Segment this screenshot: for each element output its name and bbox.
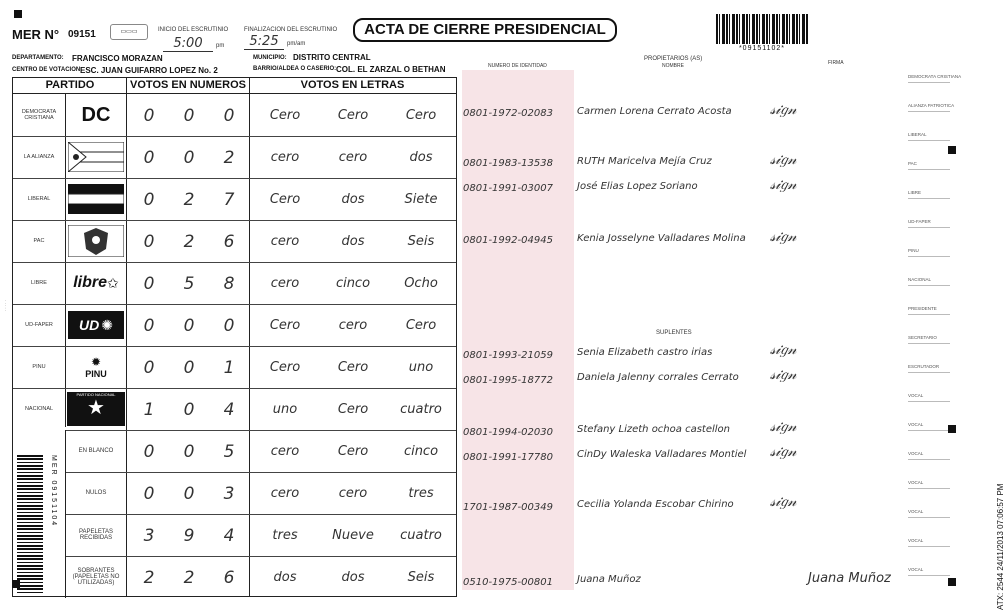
- vote-word: Cero: [405, 108, 437, 123]
- vote-word: Cero: [269, 108, 301, 123]
- member-name: Kenia Josselyne Valladares Molina: [577, 233, 746, 244]
- libre-logo-text: libre: [73, 274, 108, 291]
- vote-digit: 0: [143, 148, 155, 168]
- role-label: PRESIDENTE: [908, 306, 937, 311]
- signature-icon: 𝓈𝒾𝑔𝓃: [770, 340, 797, 358]
- role-label: SECRETARIO: [908, 335, 937, 340]
- role-label: ESCRUTADOR: [908, 364, 940, 369]
- role-label: DEMOCRATA CRISTIANA: [908, 74, 962, 79]
- total-name: SOBRANTES (PAPELETAS NO UTILIZADAS): [72, 568, 120, 586]
- role-label: PINU: [908, 248, 919, 253]
- vote-digit: 0: [143, 442, 155, 462]
- centro-label: CENTRO DE VOTACION:: [12, 67, 83, 73]
- vote-digit: 0: [183, 442, 195, 462]
- vote-word: Cero: [337, 402, 369, 417]
- nacional-logo-text: PARTIDO NACIONAL: [76, 392, 116, 397]
- identidad-label: NUMERO DE IDENTIDAD: [488, 63, 547, 69]
- identity-number: 0801-1972-02083: [463, 108, 553, 119]
- party-name: LIBERAL: [27, 196, 51, 202]
- party-row: [13, 346, 456, 388]
- total-name: EN BLANCO: [78, 448, 114, 454]
- vote-word: Ocho: [404, 276, 438, 291]
- party-row: [13, 220, 456, 262]
- vote-digit: 1: [223, 358, 235, 378]
- vote-digit: 2: [223, 148, 235, 168]
- star-icon: ★: [87, 397, 105, 419]
- vote-word: cuatro: [400, 528, 442, 543]
- header-votos-letras: VOTOS EN LETRAS: [249, 78, 456, 94]
- signature-icon: 𝓈𝒾𝑔𝓃: [770, 417, 797, 435]
- role-label: VOCAL: [908, 509, 924, 514]
- party-name: PINU: [32, 364, 46, 370]
- vote-word: Cero: [269, 318, 301, 333]
- party-row: [13, 304, 456, 346]
- identity-number: 0510-1975-00801: [463, 577, 553, 588]
- total-row: [13, 430, 456, 472]
- departamento-label: DEPARTAMENTO:: [12, 55, 64, 61]
- party-emblem-icon: ▭▭▭: [110, 24, 148, 40]
- inicio-value: 5:00: [163, 36, 213, 52]
- role-label: PAC: [908, 161, 917, 166]
- vote-digit: 4: [223, 400, 235, 420]
- vote-word: cero: [338, 150, 368, 165]
- role-label: NACIONAL: [908, 277, 932, 282]
- pac-shield-icon: [68, 225, 124, 257]
- vote-digit: 5: [223, 442, 235, 462]
- vote-digit: 8: [223, 274, 235, 294]
- signature-icon: 𝓈𝒾𝑔𝓃: [770, 492, 797, 510]
- vote-digit: 3: [223, 484, 235, 504]
- vote-digit: 0: [143, 316, 155, 336]
- party-name: DEMOCRATA CRISTIANA: [21, 109, 57, 121]
- vote-word: dos: [409, 150, 433, 165]
- member-name: Carmen Lorena Cerrato Acosta: [577, 106, 732, 117]
- registration-mark: [14, 10, 22, 18]
- identity-number: 0801-1992-04945: [463, 235, 553, 246]
- vote-word: Cero: [337, 444, 369, 459]
- vote-word: cero: [338, 486, 368, 501]
- side-barcode: [17, 455, 61, 595]
- total-name: NULOS: [85, 490, 107, 496]
- propietarios-label: PROPIETARIOS (AS): [644, 56, 703, 62]
- vote-digit: 5: [183, 274, 195, 294]
- vote-digit: 1: [143, 400, 155, 420]
- side-small-text: · · · · ·: [3, 300, 8, 312]
- finalizacion-value: 5:25: [244, 34, 284, 50]
- vote-word: Cero: [269, 360, 301, 375]
- identity-number: 0801-1991-17780: [463, 452, 553, 463]
- member-name: Cecilia Yolanda Escobar Chirino: [577, 499, 734, 510]
- vote-word: Siete: [404, 192, 438, 207]
- vote-digit: 0: [183, 484, 195, 504]
- inicio-ampm: pm: [216, 43, 225, 49]
- document-title: ACTA DE CIERRE PRESIDENCIAL: [353, 18, 617, 42]
- signature-icon: 𝓈𝒾𝑔𝓃: [770, 442, 797, 460]
- party-name: NACIONAL: [24, 406, 54, 412]
- vote-digit: 0: [143, 484, 155, 504]
- member-name: RUTH Maricelva Mejía Cruz: [577, 156, 712, 167]
- votes-table: [12, 77, 457, 597]
- party-name: UD-FAPER: [25, 322, 53, 328]
- vote-word: cero: [270, 486, 300, 501]
- vote-digit: 0: [183, 148, 195, 168]
- vote-digit: 0: [143, 106, 155, 126]
- total-row: [13, 556, 456, 598]
- total-name: PAPELETAS RECIBIDAS: [78, 529, 114, 541]
- registration-mark: [948, 425, 956, 433]
- mer-label: MER N°: [12, 27, 60, 42]
- vote-word: cero: [338, 318, 368, 333]
- vote-word: Seis: [407, 570, 435, 585]
- total-row: [13, 514, 456, 556]
- vote-word: cero: [270, 444, 300, 459]
- identity-number: 0801-1983-13538: [463, 158, 553, 169]
- barcode: [716, 14, 808, 44]
- party-name: PAC: [33, 238, 45, 244]
- party-name: LA ALIANZA: [23, 154, 55, 160]
- vote-digit: 0: [183, 316, 195, 336]
- identity-number: 1701-1987-00349: [463, 502, 553, 513]
- party-logo-icon: [65, 139, 127, 175]
- vote-word: cero: [270, 150, 300, 165]
- signature-icon: 𝓈𝒾𝑔𝓃: [770, 227, 797, 245]
- vote-word: cero: [270, 234, 300, 249]
- barrio-label: BARRIO/ALDEA O CASERIO:: [253, 66, 337, 72]
- party-name: LIBRE: [31, 280, 47, 286]
- vote-digit: 2: [143, 568, 155, 588]
- registration-mark: [948, 146, 956, 154]
- nombre-label: NOMBRE: [662, 63, 684, 69]
- role-label: UD-FAPER: [908, 219, 931, 224]
- party-row: [13, 94, 456, 136]
- header-partido: PARTIDO: [13, 78, 127, 94]
- municipio-value: DISTRITO CENTRAL: [293, 53, 371, 62]
- finalizacion-ampm: pm/am: [287, 41, 306, 47]
- signature: Juana Muñoz: [808, 571, 891, 586]
- vote-word: dos: [341, 570, 365, 585]
- alianza-flag-icon: [68, 142, 124, 172]
- signature-icon: 𝓈𝒾𝑔𝓃: [770, 175, 797, 193]
- party-logo-icon: [65, 97, 127, 133]
- mer-number: 09151: [68, 29, 96, 40]
- vote-word: cinco: [335, 276, 371, 291]
- signature-icon: 𝓈𝒾𝑔𝓃: [770, 365, 797, 383]
- member-name: Stefany Lizeth ochoa castellon: [577, 424, 730, 435]
- vote-word: cinco: [403, 444, 439, 459]
- vote-word: Cero: [405, 318, 437, 333]
- vote-digit: 7: [223, 190, 235, 210]
- member-name: Daniela Jalenny corrales Cerrato: [577, 372, 739, 383]
- torch-icon: ✹: [90, 355, 102, 369]
- vote-digit: 0: [183, 358, 195, 378]
- vote-word: tres: [272, 528, 298, 543]
- vote-word: dos: [273, 570, 297, 585]
- pinu-logo-text: PINU: [85, 369, 107, 379]
- party-logo-icon: [65, 307, 127, 343]
- identity-number: 0801-1995-18772: [463, 375, 553, 386]
- member-name: José Elias Lopez Soriano: [577, 181, 698, 192]
- role-label: LIBRE: [908, 190, 922, 195]
- vote-word: tres: [408, 486, 434, 501]
- municipio-label: MUNICIPIO:: [253, 55, 287, 61]
- role-label: LIBERAL: [908, 132, 927, 137]
- identity-number: 0801-1993-21059: [463, 350, 553, 361]
- signature-icon: 𝓈𝒾𝑔𝓃: [770, 100, 797, 118]
- departamento-value: FRANCISCO MORAZAN: [72, 54, 163, 63]
- member-name: Senia Elizabeth castro irias: [577, 347, 713, 358]
- party-row: [13, 178, 456, 220]
- role-label: VOCAL: [908, 422, 924, 427]
- role-label: VOCAL: [908, 538, 924, 543]
- vote-digit: 9: [183, 526, 195, 546]
- barcode-text: *09151102*: [738, 45, 786, 52]
- inicio-label: INICIO DEL ESCRUTINIO: [158, 27, 229, 33]
- vote-digit: 6: [223, 232, 235, 252]
- signature-icon: 𝓈𝒾𝑔𝓃: [770, 150, 797, 168]
- party-logo-icon: [65, 181, 127, 217]
- party-logo-icon: [65, 349, 127, 385]
- vote-digit: 6: [223, 568, 235, 588]
- vote-digit: 2: [183, 568, 195, 588]
- vote-word: Cero: [337, 108, 369, 123]
- role-label: VOCAL: [908, 393, 924, 398]
- vote-digit: 2: [183, 190, 195, 210]
- party-row: [13, 136, 456, 178]
- suplentes-label: SUPLENTES: [656, 330, 692, 336]
- sun-icon: ✺: [101, 316, 113, 333]
- member-name: Juana Muñoz: [577, 574, 641, 585]
- party-logo-icon: [65, 391, 127, 427]
- vote-digit: 0: [143, 190, 155, 210]
- centro-value: ESC. JUAN GUIFARRO LOPEZ No. 2: [80, 66, 218, 75]
- vote-word: uno: [408, 360, 434, 375]
- liberal-flag-icon: [68, 184, 124, 214]
- vote-digit: 3: [143, 526, 155, 546]
- vote-word: cero: [270, 276, 300, 291]
- party-logo-icon: [65, 223, 127, 259]
- party-row: [13, 388, 456, 430]
- vote-digit: 0: [223, 106, 235, 126]
- vote-digit: 0: [143, 232, 155, 252]
- firma-label: FIRMA: [828, 60, 844, 66]
- vote-word: Seis: [407, 234, 435, 249]
- party-row: [13, 262, 456, 304]
- vote-word: cuatro: [400, 402, 442, 417]
- member-name: CinDy Waleska Valladares Montiel: [577, 449, 747, 460]
- vote-word: Cero: [337, 360, 369, 375]
- party-logo-icon: [65, 265, 127, 301]
- vote-word: Nueve: [332, 528, 374, 543]
- header-votos-numeros: VOTOS EN NUMEROS: [127, 78, 249, 94]
- vote-digit: 2: [183, 232, 195, 252]
- vote-digit: 0: [183, 106, 195, 126]
- fax-stamp: ATX: 2544 24/11/2013 07:06:57 PM: [996, 483, 1005, 610]
- identity-number: 0801-1991-03007: [463, 183, 553, 194]
- registration-mark: [12, 580, 20, 588]
- dc-logo-text: DC: [81, 103, 111, 126]
- vote-digit: 0: [143, 358, 155, 378]
- finalizacion-label: FINALIZACION DEL ESCRUTINIO: [244, 27, 338, 33]
- vote-digit: 0: [143, 274, 155, 294]
- vote-digit: 4: [223, 526, 235, 546]
- barrio-value: COL. EL ZARZAL O BETHAN: [336, 65, 446, 74]
- side-barcode-text: MER 09151104: [50, 455, 57, 528]
- total-row: [13, 472, 456, 514]
- star-icon: ✩: [107, 274, 119, 291]
- role-label: VOCAL: [908, 451, 924, 456]
- vote-word: Cero: [269, 192, 301, 207]
- ud-logo-text: UD: [79, 317, 100, 333]
- vote-word: dos: [341, 234, 365, 249]
- vote-digit: 0: [223, 316, 235, 336]
- role-label: VOCAL: [908, 567, 924, 572]
- vote-word: dos: [341, 192, 365, 207]
- vote-digit: 0: [183, 400, 195, 420]
- role-label: VOCAL: [908, 480, 924, 485]
- role-label: ALIANZA PATRIOTICA: [908, 103, 955, 108]
- vote-word: uno: [272, 402, 298, 417]
- registration-mark: [948, 578, 956, 586]
- identity-number: 0801-1994-02030: [463, 427, 553, 438]
